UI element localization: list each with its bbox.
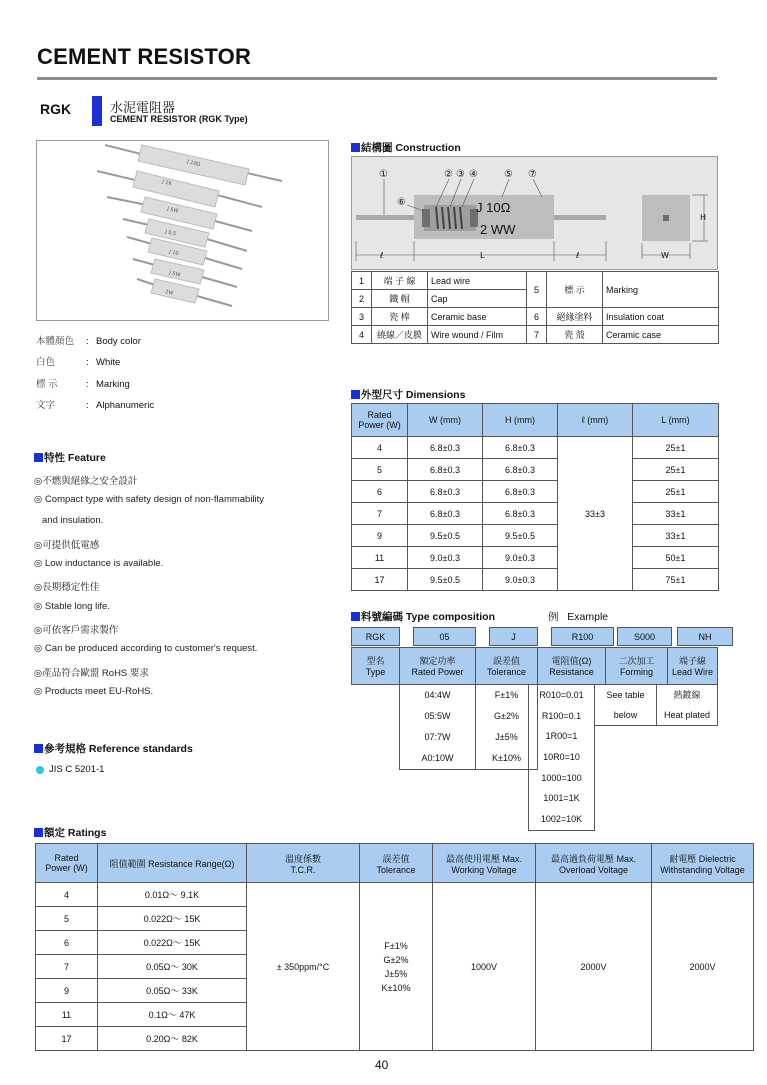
- callout-7: ⑦: [528, 169, 537, 180]
- feature-line: ◎不燃與絕緣之安全設計: [34, 476, 138, 487]
- ratings-tolerance: F±1% G±2% J±5% K±10%: [360, 883, 433, 1051]
- feature-line: and insulation.: [42, 515, 104, 526]
- section-marker-icon: [351, 612, 360, 621]
- dim-cell: 7: [352, 503, 408, 525]
- dim-cell: 11: [352, 547, 408, 569]
- dim-cell: 25±1: [633, 437, 719, 459]
- section-marker-icon: [34, 828, 43, 837]
- model-name-en: CEMENT RESISTOR (RGK Type): [110, 114, 248, 124]
- part-no: 7: [527, 326, 547, 344]
- dim-cell: 9.5±0.5: [483, 525, 558, 547]
- forming-leadwire-options: [594, 684, 718, 726]
- type-composition-heading: [351, 609, 495, 624]
- ratings-withstanding-voltage: 2000V: [652, 883, 754, 1051]
- construction-drawing: [351, 156, 718, 270]
- dim-cell: 6.8±0.3: [483, 459, 558, 481]
- ratings-cell: 17: [36, 1027, 98, 1051]
- dim-header: L (mm): [633, 404, 719, 437]
- feature-heading-text: 特性 Feature: [44, 452, 106, 464]
- feature-line: ◎長期穩定性佳: [34, 582, 100, 593]
- part-en: Marking: [603, 272, 719, 308]
- ratings-cell: 11: [36, 1003, 98, 1027]
- feature-line: ◎ Products meet EU-RoHS.: [34, 686, 154, 697]
- cap-shape: [422, 209, 430, 227]
- page-number: 40: [375, 1058, 389, 1072]
- callout-3: ③: [456, 169, 465, 180]
- ratings-header: Rated Power (W): [36, 844, 98, 883]
- product-photo: [36, 140, 329, 321]
- dim-header: H (mm): [483, 404, 558, 437]
- forming-option: See table below: [595, 685, 657, 725]
- dimensions-heading-text: 外型尺寸 Dimensions: [361, 389, 466, 401]
- dim-cell: 25±1: [633, 459, 719, 481]
- end-view-lead-shape: [663, 215, 669, 221]
- dim-cell: 6.8±0.3: [408, 481, 483, 503]
- legend-marking: [36, 376, 130, 390]
- feature-line: ◎可依客戶需求製作: [34, 625, 119, 636]
- code-forming: S000: [618, 628, 672, 646]
- ratings-heading: [34, 825, 106, 840]
- ratings-header: 溫度係數 T.C.R.: [247, 844, 360, 883]
- code-lead-wire: NH: [678, 628, 733, 646]
- part-en: Ceramic case: [603, 326, 719, 344]
- feature-line: ◎ Low inductance is available.: [34, 558, 164, 569]
- dim-cell: 6.8±0.3: [408, 503, 483, 525]
- ratings-cell: 4: [36, 883, 98, 907]
- dim-cell: 9.0±0.3: [483, 569, 558, 591]
- part-cn: 鐵 帽: [372, 290, 428, 308]
- code-tolerance: J: [490, 628, 538, 646]
- example-cn: 例: [548, 611, 559, 623]
- ratings-cell: 0.1Ω～ 47K: [98, 1003, 247, 1027]
- legend-sep: :: [86, 336, 89, 347]
- dim-header: W (mm): [408, 404, 483, 437]
- dim-lead-right: ℓ: [576, 251, 580, 260]
- part-cn: 瓷 殼: [547, 326, 603, 344]
- page-title: CEMENT RESISTOR: [37, 44, 252, 69]
- label-forming: 二次加工 Forming: [606, 648, 668, 684]
- dim-cell: 4: [352, 437, 408, 459]
- ratings-header: 阻值範圍 Resistance Range(Ω): [98, 844, 247, 883]
- resistor-photo-image: [37, 141, 329, 321]
- power-options: [399, 684, 476, 770]
- reference-item-text: JIS C 5201-1: [49, 764, 105, 775]
- callout-6: ⑥: [397, 197, 406, 208]
- dim-cell: 6.8±0.3: [483, 481, 558, 503]
- legend-key: 本體顏色: [36, 336, 75, 347]
- option: 1000=100: [541, 772, 582, 783]
- legend-key: 白色: [36, 357, 56, 368]
- legend-alphanumeric: [36, 397, 154, 411]
- reference-heading-text: 參考規格 Reference standards: [44, 743, 193, 755]
- option: J±5%: [495, 732, 518, 742]
- option: 1002=10K: [540, 814, 583, 825]
- ratings-cell: 7: [36, 955, 98, 979]
- svg-text:J 1K: J 1K: [161, 179, 173, 188]
- dim-cell: 9.0±0.3: [408, 547, 483, 569]
- option: R010=0.01: [539, 690, 584, 700]
- section-marker-icon: [34, 744, 43, 753]
- legend-body-color: [36, 333, 141, 347]
- marking-line1: J 10Ω: [476, 200, 511, 215]
- ratings-cell: 0.20Ω～ 82K: [98, 1027, 247, 1051]
- type-labels-row: [351, 647, 718, 685]
- ratings-cell: 0.05Ω～ 30K: [98, 955, 247, 979]
- example-label: [548, 609, 608, 624]
- callout-4: ④: [469, 169, 478, 180]
- option: G±2%: [494, 711, 519, 721]
- section-marker-icon: [351, 390, 360, 399]
- option: K±10%: [492, 753, 521, 763]
- svg-text:J 5W: J 5W: [166, 206, 179, 215]
- ratings-cell: 0.022Ω～ 15K: [98, 931, 247, 955]
- option: A0:10W: [421, 753, 454, 763]
- part-en: Lead wire: [428, 272, 527, 290]
- dim-cell: 6.8±0.3: [483, 437, 558, 459]
- part-no: 3: [352, 308, 372, 326]
- callout-1: ①: [379, 169, 388, 180]
- dim-lead-length: 33±3: [558, 437, 633, 591]
- part-cn: 瓷 棒: [372, 308, 428, 326]
- ratings-table: [35, 843, 754, 1051]
- ratings-cell: 6: [36, 931, 98, 955]
- part-en: Ceramic base: [428, 308, 527, 326]
- part-en: Cap: [428, 290, 527, 308]
- ratings-cell: 9: [36, 979, 98, 1003]
- model-code: RGK: [40, 101, 72, 117]
- feature-line: ◎產品符合歐盟 RoHS 要求: [34, 668, 149, 679]
- label-type: 型名 Type: [352, 648, 400, 684]
- option: 10R0=10: [543, 752, 580, 763]
- marking-line2: 2 WW: [480, 222, 516, 237]
- dim-cell: 6.8±0.3: [408, 459, 483, 481]
- dim-cell: 17: [352, 569, 408, 591]
- dim-cell: 6.8±0.3: [408, 437, 483, 459]
- option: F±1%: [494, 690, 519, 700]
- example-en: Example: [567, 611, 609, 623]
- model-name-cn: 水泥電阻器: [110, 100, 176, 115]
- part-cn: 端 子 線: [372, 272, 428, 290]
- feature-line: ◎ Compact type with safety design of non-flammability: [34, 494, 265, 505]
- label-lead-wire: 端子線 Lead Wire: [671, 656, 714, 677]
- code-type: RGK: [352, 628, 400, 646]
- legend-sep: :: [86, 357, 89, 368]
- part-no: 4: [352, 326, 372, 344]
- callout-2: ②: [444, 169, 453, 180]
- dim-cell: 9.5±0.5: [408, 569, 483, 591]
- section-marker-icon: [34, 453, 43, 462]
- section-marker-icon: [351, 143, 360, 152]
- reference-heading: [34, 741, 193, 756]
- part-cn: 絕緣塗料: [547, 308, 603, 326]
- ratings-cell: 0.022Ω～ 15K: [98, 907, 247, 931]
- type-composition-heading-text: 料號編碼 Type composition: [361, 611, 495, 623]
- ratings-heading-text: 額定 Ratings: [44, 827, 107, 839]
- parts-table: [351, 271, 719, 344]
- ratings-header: 最高使用電壓 Max. Working Voltage: [433, 844, 536, 883]
- part-no: 1: [352, 272, 372, 290]
- ratings-working-voltage: 1000V: [433, 883, 536, 1051]
- dim-cell: 25±1: [633, 481, 719, 503]
- dim-header: ℓ (mm): [558, 404, 633, 437]
- part-cn: 繞線／皮膜: [372, 326, 428, 344]
- ratings-cell: 5: [36, 907, 98, 931]
- callout-5: ⑤: [504, 169, 513, 180]
- dim-width: W: [661, 251, 669, 260]
- ratings-overload-voltage: 2000V: [536, 883, 652, 1051]
- dim-cell: 9.5±0.5: [408, 525, 483, 547]
- ratings-header: 耐電壓 Dielectric Withstanding Voltage: [652, 844, 754, 883]
- dim-cell: 33±1: [633, 525, 719, 547]
- dim-height: H: [700, 213, 707, 222]
- option: 1R00=1: [545, 731, 578, 742]
- construction-heading: [351, 140, 461, 155]
- option: 07:7W: [424, 732, 451, 742]
- option: 1001=1K: [543, 793, 580, 804]
- dim-cell: 9.0±0.3: [483, 547, 558, 569]
- dim-cell: 6.8±0.3: [483, 503, 558, 525]
- dim-cell: 75±1: [633, 569, 719, 591]
- option: R100=0.1: [541, 710, 582, 721]
- dimensions-table: [351, 403, 719, 591]
- part-en: Wire wound / Film: [428, 326, 527, 344]
- ratings-header: 誤差值 Tolerance: [360, 844, 433, 883]
- ratings-header: 最高過負荷電壓 Max. Overload Voltage: [536, 844, 652, 883]
- dim-lead-left: ℓ: [380, 251, 384, 260]
- dim-cell: 6: [352, 481, 408, 503]
- svg-text:2W: 2W: [164, 289, 174, 297]
- dim-cell: 5: [352, 459, 408, 481]
- svg-text:J 10: J 10: [168, 249, 180, 258]
- ratings-cell: 0.05Ω～ 33K: [98, 979, 247, 1003]
- resistance-options: [528, 684, 595, 831]
- svg-text:J 5W: J 5W: [168, 270, 181, 279]
- svg-text:J 10Ω: J 10Ω: [186, 159, 201, 168]
- label-power: 額定功率 Rated Power: [400, 648, 476, 684]
- legend-value: Body color: [96, 336, 141, 347]
- ratings-tcr: ± 350ppm/°C: [247, 883, 360, 1051]
- dim-cell: 50±1: [633, 547, 719, 569]
- dim-length: L: [480, 251, 485, 260]
- bullet-icon: [36, 766, 44, 774]
- dim-cell: 33±1: [633, 503, 719, 525]
- legend-sep: :: [86, 400, 89, 411]
- construction-heading-text: 結構圖 Construction: [361, 142, 461, 154]
- feature-line: ◎可提供低電感: [34, 540, 100, 551]
- dimensions-heading: [351, 387, 465, 402]
- title-divider: [37, 77, 717, 80]
- lead-wire-option: 熱鍍線 Heat plated: [663, 690, 711, 720]
- legend-white: [36, 354, 120, 368]
- legend-value: Marking: [96, 379, 130, 390]
- legend-value: Alphanumeric: [96, 400, 155, 411]
- part-no: 2: [352, 290, 372, 308]
- accent-bar: [92, 96, 102, 126]
- dim-cell: 9: [352, 525, 408, 547]
- feature-line: ◎ Stable long life.: [34, 601, 110, 612]
- option: 05:5W: [424, 711, 451, 721]
- legend-value: White: [96, 357, 121, 368]
- code-resistance: R100: [552, 628, 614, 646]
- label-resistance: 電阻值(Ω) Resistance: [538, 648, 606, 684]
- code-power: 05: [414, 628, 476, 646]
- feature-heading: [34, 450, 106, 465]
- feature-line: ◎ Can be produced according to customer's request.: [34, 643, 258, 654]
- label-tolerance: 誤差值 Tolerance: [476, 648, 538, 684]
- part-en: Insulation coat: [603, 308, 719, 326]
- legend-key: 標 示: [36, 379, 58, 390]
- part-no: 5: [527, 272, 547, 308]
- svg-text:J 0.5: J 0.5: [164, 229, 177, 238]
- ratings-cell: 0.01Ω～ 9.1K: [98, 883, 247, 907]
- option: 04:4W: [424, 690, 451, 700]
- part-no: 6: [527, 308, 547, 326]
- dim-header: Rated Power (W): [352, 404, 408, 437]
- legend-key: 文字: [36, 400, 56, 411]
- reference-item: [36, 764, 104, 775]
- part-cn: 標 示: [547, 272, 603, 308]
- legend-sep: :: [86, 379, 89, 390]
